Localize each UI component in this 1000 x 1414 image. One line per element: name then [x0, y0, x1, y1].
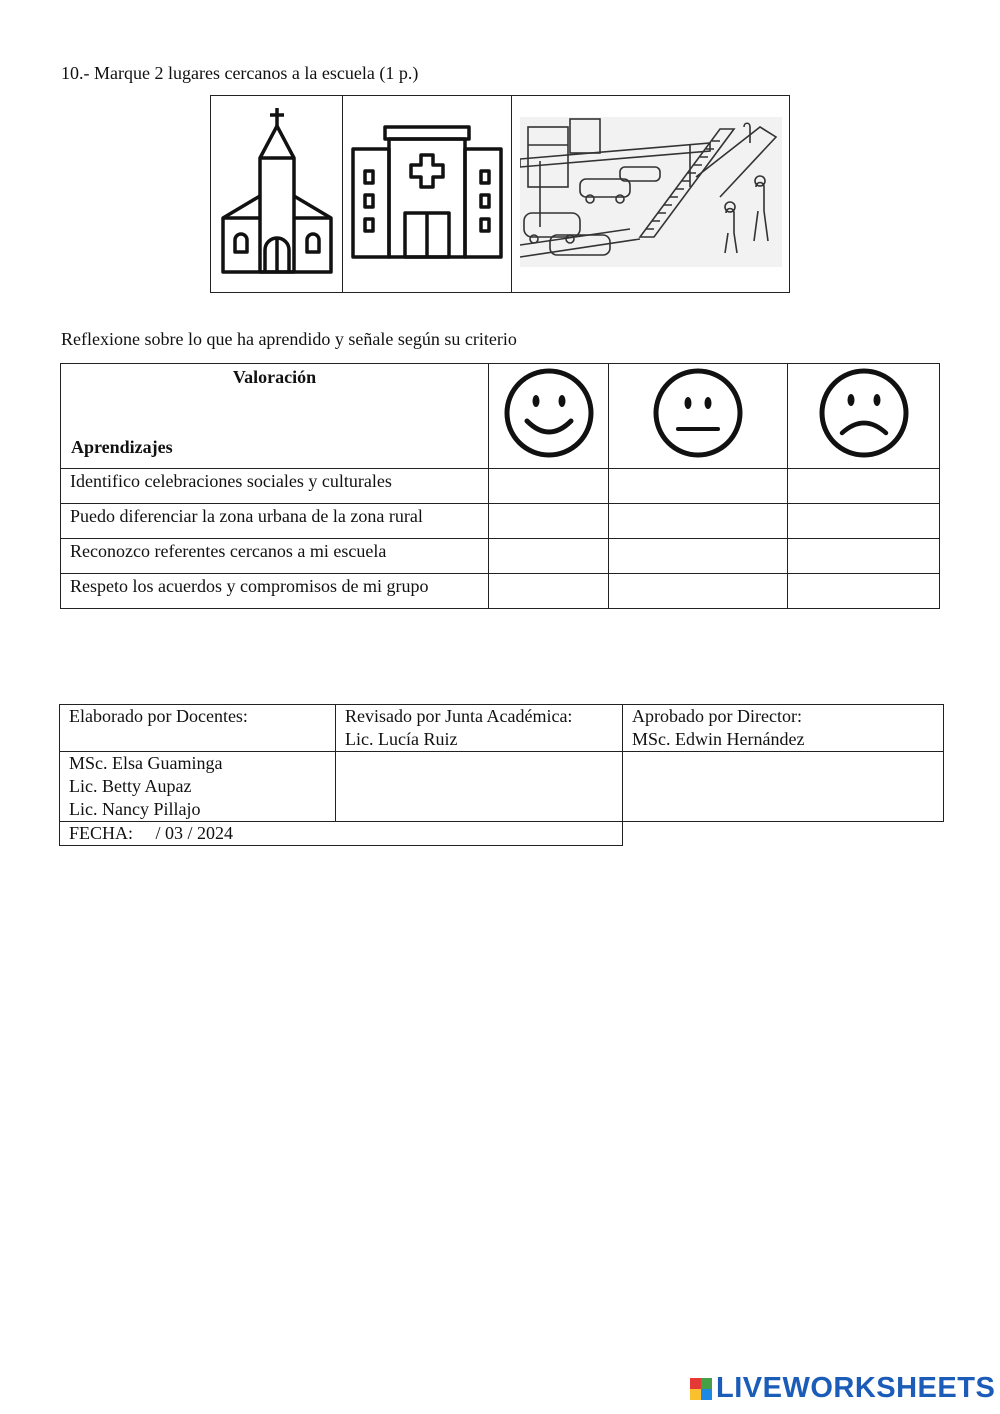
- happy-face-column: [489, 364, 609, 469]
- check-cell-neutral[interactable]: [609, 574, 788, 609]
- fecha-cell: [60, 822, 623, 846]
- docente-name: Lic. Betty Aupaz: [69, 776, 192, 796]
- table-row: [61, 469, 940, 504]
- revisado-label: Revisado por Junta Académica:: [345, 706, 573, 726]
- hospital-cell[interactable]: [343, 96, 512, 293]
- table-row: [61, 539, 940, 574]
- check-cell-sad[interactable]: [788, 574, 940, 609]
- aprobado-name: MSc. Edwin Hernández: [632, 729, 805, 749]
- reflection-instruction: Reflexione sobre lo que ha aprendido y señale según su criterio: [61, 329, 517, 349]
- check-cell-happy[interactable]: [489, 539, 609, 574]
- revisado-signature-cell[interactable]: [336, 752, 623, 822]
- check-cell-happy[interactable]: [489, 504, 609, 539]
- check-cell-neutral[interactable]: [609, 539, 788, 574]
- sad-face-column: [788, 364, 940, 469]
- liveworksheets-logo-icon: [690, 1378, 712, 1400]
- check-cell-happy[interactable]: [489, 469, 609, 504]
- neutral-face-column: [609, 364, 788, 469]
- check-cell-sad[interactable]: [788, 469, 940, 504]
- elaborado-label: Elaborado por Docentes:: [69, 706, 248, 726]
- header-aprendizajes: Aprendizajes: [71, 437, 173, 457]
- church-cell[interactable]: [211, 96, 343, 293]
- docente-name: Lic. Nancy Pillajo: [69, 799, 201, 819]
- empty-cell: [623, 822, 944, 846]
- revisado-cell: [336, 705, 623, 752]
- learning-item: Puedo diferenciar la zona urbana de la zona rural: [61, 504, 489, 539]
- aprobado-cell: [623, 705, 944, 752]
- learning-item: Identifico celebraciones sociales y culturales: [61, 469, 489, 504]
- fecha-text: FECHA: / 03 / 2024: [69, 823, 234, 843]
- table-row: [61, 574, 940, 609]
- revisado-name: Lic. Lucía Ruiz: [345, 729, 458, 749]
- learning-item: Reconozco referentes cercanos a mi escuela: [61, 539, 489, 574]
- check-cell-sad[interactable]: [788, 504, 940, 539]
- header-cell: [61, 364, 489, 469]
- check-cell-happy[interactable]: [489, 574, 609, 609]
- learning-item: Respeto los acuerdos y compromisos de mi grupo: [61, 574, 489, 609]
- happy-face-icon: [503, 367, 595, 459]
- places-image-table: [210, 95, 790, 293]
- docente-name: MSc. Elsa Guaminga: [69, 753, 223, 773]
- church-icon: [221, 106, 333, 278]
- city-street-icon: [520, 117, 782, 267]
- header-valoracion: Valoración: [232, 367, 317, 387]
- city-street-cell[interactable]: [512, 96, 790, 293]
- hospital-icon: [351, 125, 503, 259]
- sad-face-icon: [818, 367, 910, 459]
- elaborado-cell: [60, 705, 336, 752]
- docentes-cell: [60, 752, 336, 822]
- neutral-face-icon: [652, 367, 744, 459]
- check-cell-neutral[interactable]: [609, 469, 788, 504]
- check-cell-neutral[interactable]: [609, 504, 788, 539]
- aprobado-label: Aprobado por Director:: [632, 706, 802, 726]
- brand-name: LIVEWORKSHEETS: [716, 1372, 996, 1404]
- liveworksheets-brand: [690, 1372, 995, 1405]
- self-evaluation-table: [60, 363, 940, 609]
- aprobado-signature-cell[interactable]: [623, 752, 944, 822]
- check-cell-sad[interactable]: [788, 539, 940, 574]
- table-row: [61, 504, 940, 539]
- signature-table: [59, 704, 944, 846]
- question-10-text: 10.- Marque 2 lugares cercanos a la escuela (1 p.): [61, 63, 419, 83]
